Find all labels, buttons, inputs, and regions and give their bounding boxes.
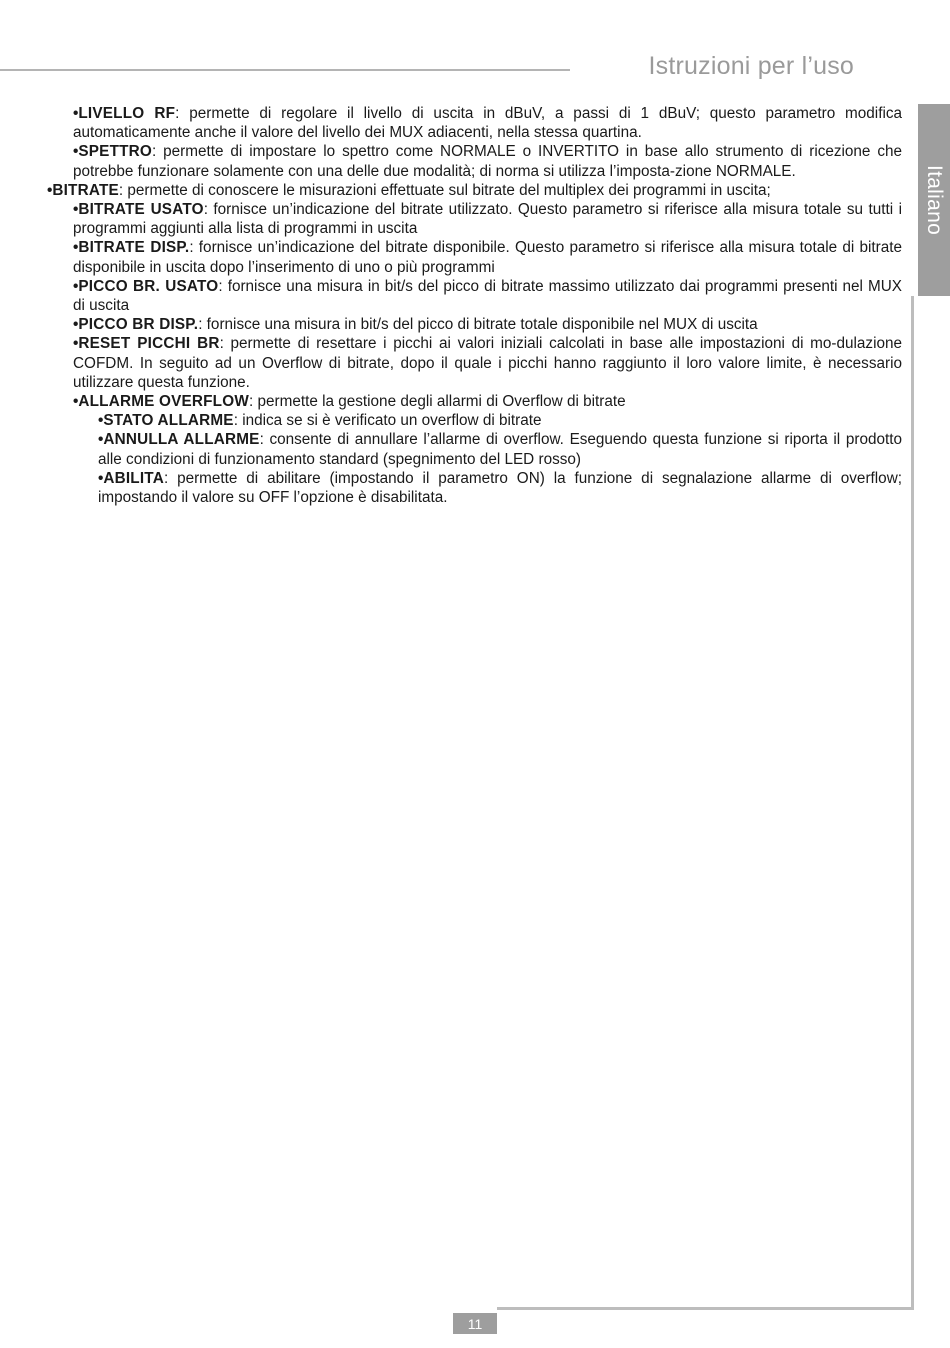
list-item-bitrate	[47, 181, 902, 200]
item-term: ABILITA	[103, 469, 164, 487]
list-item-picco-br-usato	[73, 277, 902, 315]
item-term: SPETTRO	[78, 143, 153, 161]
item-text: : permette di regolare il livello di uscita in dBuV, a passi di 1 dBuV; questo parametro modifica automaticamente anche il valore del livello dei MUX adiacenti, nella stessa quartina.	[73, 105, 903, 142]
bullet-icon: •	[73, 143, 79, 161]
item-text: : fornisce una misura in bit/s del picco di bitrate totale disponibile nel MUX di uscita	[198, 316, 758, 334]
bullet-icon: •	[98, 431, 104, 449]
bullet-icon: •	[98, 469, 104, 487]
list-item-stato-allarme	[98, 411, 902, 430]
page-title: Istruzioni per l’uso	[648, 52, 854, 80]
item-term: BITRATE DISP.	[78, 239, 190, 257]
item-text: : permette di resettare i picchi ai valori iniziali calcolati in base alle impostazioni di mo-dulazione COFDM. In seguito ad un Overflow di bitrate, dopo il quale i picchi hanno raggiunto il loro valore limite, è necessario utilizzare questa funzione.	[73, 335, 902, 391]
list-item-annulla-allarme	[98, 430, 902, 468]
item-text: : fornisce un’indicazione del bitrate disponibile. Questo parametro si riferisce alla misura totale di bitrate disponibile in uscita dopo l’inserimento di uno o più programmi	[73, 239, 902, 276]
margin-rule	[911, 296, 914, 1309]
item-term: ALLARME OVERFLOW	[78, 393, 249, 411]
list-item-spettro	[73, 142, 902, 180]
item-text: : consente di annullare l’allarme di overflow. Eseguendo questa funzione si riporta il prodotto alle condizioni di funzionamento standard (spegnimento del LED rosso)	[98, 431, 902, 468]
list-item-bitrate-disp	[73, 238, 902, 276]
item-text: : permette di abilitare (impostando il parametro ON) la funzione di segnalazione allarme di overflow; impostando il valore su OFF l’opzione è disabilitata.	[98, 469, 902, 507]
bullet-icon: •	[73, 316, 79, 334]
item-term: PICCO BR. USATO	[78, 277, 219, 295]
item-term: LIVELLO RF	[78, 105, 176, 122]
bullet-icon: •	[73, 335, 79, 353]
item-text: : fornisce una misura in bit/s del picco di bitrate massimo utilizzato dai programmi presenti nel MUX di uscita	[73, 277, 902, 315]
item-term: RESET PICCHI BR	[78, 335, 220, 353]
list-item-abilita	[98, 469, 902, 507]
item-text: : permette la gestione degli allarmi di Overflow di bitrate	[248, 393, 626, 411]
bullet-icon: •	[98, 412, 104, 430]
bullet-icon: •	[73, 277, 79, 295]
item-text: : indica se si è verificato un overflow di bitrate	[233, 412, 542, 430]
item-text: : permette di impostare lo spettro come NORMALE o INVERTITO in base allo strumento di ricezione che potrebbe funzionare solamente con una delle due modalità; di norma si utilizza l’imposta-zione NORMALE.	[73, 143, 902, 180]
list-item-bitrate-usato	[73, 200, 902, 238]
bullet-icon: •	[73, 105, 79, 122]
document-body	[0, 104, 950, 507]
language-tab-label: Italiano	[923, 164, 946, 236]
list-item-picco-br-disp	[73, 315, 902, 334]
footer-rule	[497, 1307, 914, 1310]
item-term: ANNULLA ALLARME	[103, 431, 260, 449]
bullet-icon: •	[47, 181, 53, 199]
item-term: BITRATE	[52, 181, 119, 199]
page-number: 11	[453, 1313, 497, 1334]
item-text: : permette di conoscere le misurazioni effettuate sul bitrate del multiplex dei programmi in uscita;	[118, 181, 771, 199]
item-text: : fornisce un’indicazione del bitrate utilizzato. Questo parametro si riferisce alla misura totale su tutti i programmi aggiunti alla lista di programmi in uscita	[73, 201, 902, 238]
bullet-icon: •	[73, 201, 79, 219]
list-item-livello-rf	[73, 104, 902, 142]
item-term: BITRATE USATO	[78, 201, 204, 219]
item-term: STATO ALLARME	[103, 412, 234, 430]
list-item-reset-picchi-br	[73, 334, 902, 392]
header-rule	[0, 69, 570, 71]
bullet-icon: •	[73, 393, 79, 411]
item-term: PICCO BR DISP.	[78, 316, 199, 334]
list-item-allarme-overflow	[73, 392, 902, 411]
bullet-icon: •	[73, 239, 79, 257]
